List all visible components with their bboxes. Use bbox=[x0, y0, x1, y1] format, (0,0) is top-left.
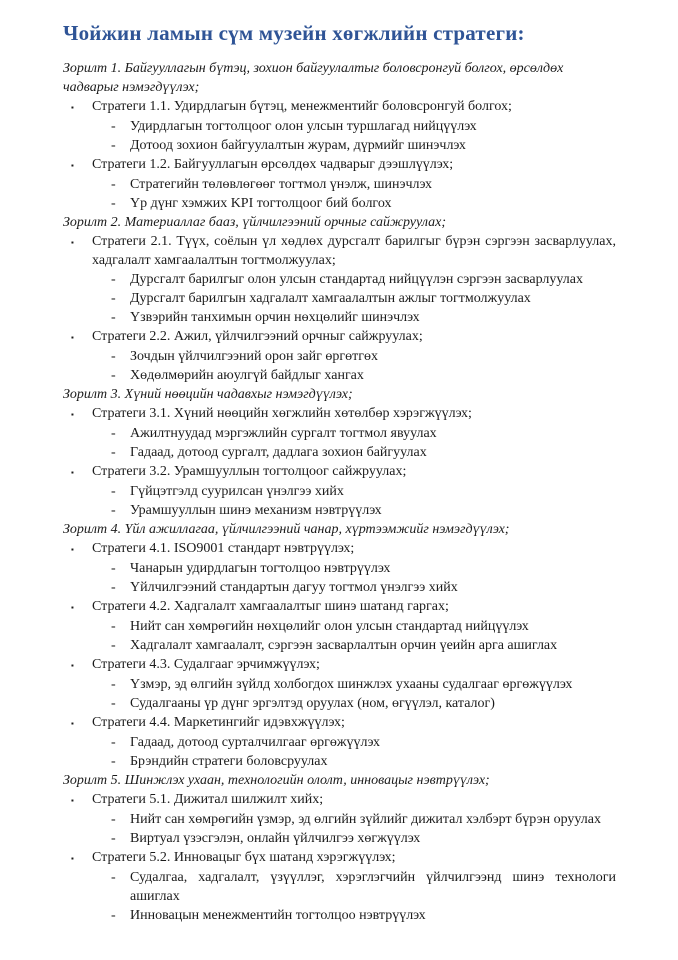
action-item bbox=[111, 443, 616, 462]
dash-bullet-icon: - bbox=[111, 138, 116, 153]
dash-bullet-icon: - bbox=[111, 580, 116, 595]
dash-bullet-icon: - bbox=[111, 196, 116, 211]
dash-bullet-icon: - bbox=[111, 831, 116, 846]
action-label: Виртуал үзэсгэлэн, онлайн үйлчилгээ хөгжүүлэх bbox=[130, 831, 421, 846]
strategy-item bbox=[63, 713, 616, 733]
action-label: Нийт сан хөмрөгийн нөхцөлийг олон улсын стандартад нийцүүлэх bbox=[130, 619, 529, 634]
dash-bullet-icon: - bbox=[111, 349, 116, 364]
action-label: Ажилтнуудад мэргэжлийн сургалт тогтмол явуулах bbox=[130, 426, 437, 441]
action-label: Удирдлагын тогтолцоог олон улсын туршлагад нийцүүлэх bbox=[130, 119, 477, 134]
square-bullet-icon: ▪ bbox=[71, 333, 74, 342]
action-item bbox=[111, 752, 616, 771]
square-bullet-icon: ▪ bbox=[71, 796, 74, 805]
strategy-item bbox=[63, 462, 616, 482]
square-bullet-icon: ▪ bbox=[71, 603, 74, 612]
action-item bbox=[111, 175, 616, 194]
strategy-label: Стратеги 1.2. Байгууллагын өрсөлдөх чадварыг дээшлүүлэх; bbox=[92, 157, 454, 172]
strategy-label: Стратеги 4.4. Маркетингийг идэвхжүүлэх; bbox=[92, 715, 345, 730]
dash-bullet-icon: - bbox=[111, 426, 116, 441]
square-bullet-icon: ▪ bbox=[71, 238, 74, 247]
goal-4-heading: Зорилт 4. Үйл ажиллагаа, үйлчилгээний чанар, хүртээмжийг нэмэгдүүлэх; bbox=[63, 522, 510, 537]
action-item bbox=[111, 675, 616, 694]
action-item bbox=[111, 366, 616, 385]
action-item bbox=[111, 906, 616, 925]
action-label: Чанарын удирдлагын тогтолцоо нэвтрүүлэх bbox=[130, 561, 391, 576]
strategy-label: Стратеги 1.1. Удирдлагын бүтэц, менежментийг боловсронгуй болгох; bbox=[92, 99, 512, 114]
dash-bullet-icon: - bbox=[111, 503, 116, 518]
action-label: Үр дүнг хэмжих KPI тогтолцоог бий болгох bbox=[130, 196, 392, 211]
strategy-item bbox=[63, 790, 616, 810]
strategy-item bbox=[63, 539, 616, 559]
action-label: Инновацын менежментийн тогтолцоо нэвтрүүлэх bbox=[130, 908, 426, 923]
dash-bullet-icon: - bbox=[111, 177, 116, 192]
square-bullet-icon: ▪ bbox=[71, 545, 74, 554]
dash-bullet-icon: - bbox=[111, 119, 116, 134]
dash-bullet-icon: - bbox=[111, 696, 116, 711]
square-bullet-icon: ▪ bbox=[71, 410, 74, 419]
action-label: Брэндийн стратеги боловсруулах bbox=[130, 754, 328, 769]
dash-bullet-icon: - bbox=[111, 368, 116, 383]
action-item bbox=[111, 136, 616, 155]
strategy-label: Стратеги 3.1. Хүний нөөцийн хөгжлийн хөтөлбөр хэрэгжүүлэх; bbox=[92, 406, 472, 421]
action-label: Гадаад, дотоод сургалт, дадлага зохион байгуулах bbox=[130, 445, 427, 460]
action-label: Үзмэр, эд өлгийн зүйлд холбогдох шинжлэх ухааны судалгааг өргөжүүлэх bbox=[130, 677, 573, 692]
action-label: Нийт сан хөмрөгийн үзмэр, эд өлгийн зүйлийг дижитал хэлбэрт бүрэн оруулах bbox=[130, 812, 601, 827]
action-item bbox=[111, 289, 616, 308]
action-item bbox=[111, 194, 616, 213]
strategy-item bbox=[63, 655, 616, 675]
dash-bullet-icon: - bbox=[111, 484, 116, 499]
action-item bbox=[111, 810, 616, 829]
square-bullet-icon: ▪ bbox=[71, 103, 74, 112]
strategy-label: Стратеги 3.2. Урамшууллын тогтолцоог сайжруулах; bbox=[92, 464, 407, 479]
action-label: Судалгаа, хадгалалт, үзүүллэг, хэрэглэгчийн үйлчилгээнд шинэ технологи ашиглах bbox=[130, 870, 616, 904]
action-label: Хадгалалт хамгаалалт, сэргээн засварлалтын орчин үеийн арга ашиглах bbox=[130, 638, 558, 653]
goal-5-heading: Зорилт 5. Шинжлэх ухаан, технологийн ололт, инновацыг нэвтрүүлэх; bbox=[63, 773, 490, 788]
strategy-outline bbox=[63, 59, 616, 925]
page-title: Чойжин ламын сүм музейн хөгжлийн стратеги: bbox=[63, 21, 525, 45]
action-label: Дурсгалт барилгыг олон улсын стандартад нийцүүлэн сэргээн засварлуулах bbox=[130, 272, 584, 287]
strategy-item bbox=[63, 232, 616, 270]
strategy-item bbox=[63, 597, 616, 617]
dash-bullet-icon: - bbox=[111, 677, 116, 692]
action-label: Судалгааны үр дүнг эргэлтэд оруулах (ном, өгүүлэл, каталог) bbox=[130, 696, 495, 711]
dash-bullet-icon: - bbox=[111, 619, 116, 634]
action-label: Үйлчилгээний стандартын дагуу тогтмол үнэлгээ хийх bbox=[130, 580, 458, 595]
goal-1-heading: Зорилт 1. Байгууллагын бүтэц, зохион байгуулалтыг боловсронгуй болгох, өрсөлдөх чадварыг нэмэгдүүлэх; bbox=[63, 61, 564, 95]
action-item bbox=[111, 270, 616, 289]
action-label: Урамшууллын шинэ механизм нэвтрүүлэх bbox=[130, 503, 382, 518]
strategy-label: Стратеги 5.2. Инновацыг бүх шатанд хэрэгжүүлэх; bbox=[92, 850, 396, 865]
dash-bullet-icon: - bbox=[111, 291, 116, 306]
dash-bullet-icon: - bbox=[111, 561, 116, 576]
strategy-item bbox=[63, 155, 616, 175]
action-label: Зочдын үйлчилгээний орон зайг өргөтгөх bbox=[130, 349, 379, 364]
action-label: Гүйцэтгэлд суурилсан үнэлгээ хийх bbox=[130, 484, 344, 499]
action-item bbox=[111, 424, 616, 443]
strategy-label: Стратеги 2.2. Ажил, үйлчилгээний орчныг сайжруулах; bbox=[92, 329, 423, 344]
dash-bullet-icon: - bbox=[111, 445, 116, 460]
action-item bbox=[111, 829, 616, 848]
dash-bullet-icon: - bbox=[111, 908, 116, 923]
strategy-item bbox=[63, 404, 616, 424]
goal-3-heading: Зорилт 3. Хүний нөөцийн чадавхыг нэмэгдүүлэх; bbox=[63, 387, 353, 402]
strategy-label: Стратеги 4.1. ISO9001 стандарт нэвтрүүлэх; bbox=[92, 541, 355, 556]
action-item bbox=[111, 482, 616, 501]
action-item bbox=[111, 733, 616, 752]
square-bullet-icon: ▪ bbox=[71, 854, 74, 863]
strategy-item bbox=[63, 327, 616, 347]
action-item bbox=[111, 694, 616, 713]
action-item bbox=[111, 868, 616, 906]
dash-bullet-icon: - bbox=[111, 754, 116, 769]
action-label: Гадаад, дотоод сурталчилгааг өргөжүүлэх bbox=[130, 735, 380, 750]
strategy-item bbox=[63, 848, 616, 868]
dash-bullet-icon: - bbox=[111, 870, 116, 885]
strategy-label: Стратеги 4.3. Судалгааг эрчимжүүлэх; bbox=[92, 657, 320, 672]
action-label: Хөдөлмөрийн аюулгүй байдлыг хангах bbox=[130, 368, 364, 383]
action-item bbox=[111, 578, 616, 597]
strategy-label: Стратеги 5.1. Дижитал шилжилт хийх; bbox=[92, 792, 324, 807]
action-item bbox=[111, 308, 616, 327]
goal-2-heading: Зорилт 2. Материаллаг бааз, үйлчилгээний орчныг сайжруулах; bbox=[63, 215, 447, 230]
strategy-item bbox=[63, 97, 616, 117]
dash-bullet-icon: - bbox=[111, 638, 116, 653]
action-label: Стратегийн төлөвлөгөөг тогтмол үнэлж, шинэчлэх bbox=[130, 177, 432, 192]
action-label: Үзвэрийн танхимын орчин нөхцөлийг шинэчлэх bbox=[130, 310, 420, 325]
square-bullet-icon: ▪ bbox=[71, 161, 74, 170]
action-item bbox=[111, 559, 616, 578]
action-label: Дотоод зохион байгуулалтын журам, дүрмийг шинэчлэх bbox=[130, 138, 466, 153]
action-item bbox=[111, 501, 616, 520]
square-bullet-icon: ▪ bbox=[71, 468, 74, 477]
action-label: Дурсгалт барилгын хадгалалт хамгаалалтын ажлыг тогтмолжуулах bbox=[130, 291, 531, 306]
square-bullet-icon: ▪ bbox=[71, 719, 74, 728]
strategy-label: Стратеги 4.2. Хадгалалт хамгаалалтыг шинэ шатанд гаргах; bbox=[92, 599, 449, 614]
square-bullet-icon: ▪ bbox=[71, 661, 74, 670]
strategy-label: Стратеги 2.1. Түүх, соёлын үл хөдлөх дурсгалт барилгыг бүрэн сэргээн засварлуулах, хадгалалт хамгаалалтын тогтмолжуулах; bbox=[92, 234, 616, 268]
dash-bullet-icon: - bbox=[111, 310, 116, 325]
action-item bbox=[111, 636, 616, 655]
action-item bbox=[111, 347, 616, 366]
action-item bbox=[111, 617, 616, 636]
dash-bullet-icon: - bbox=[111, 272, 116, 287]
dash-bullet-icon: - bbox=[111, 735, 116, 750]
action-item bbox=[111, 117, 616, 136]
dash-bullet-icon: - bbox=[111, 812, 116, 827]
